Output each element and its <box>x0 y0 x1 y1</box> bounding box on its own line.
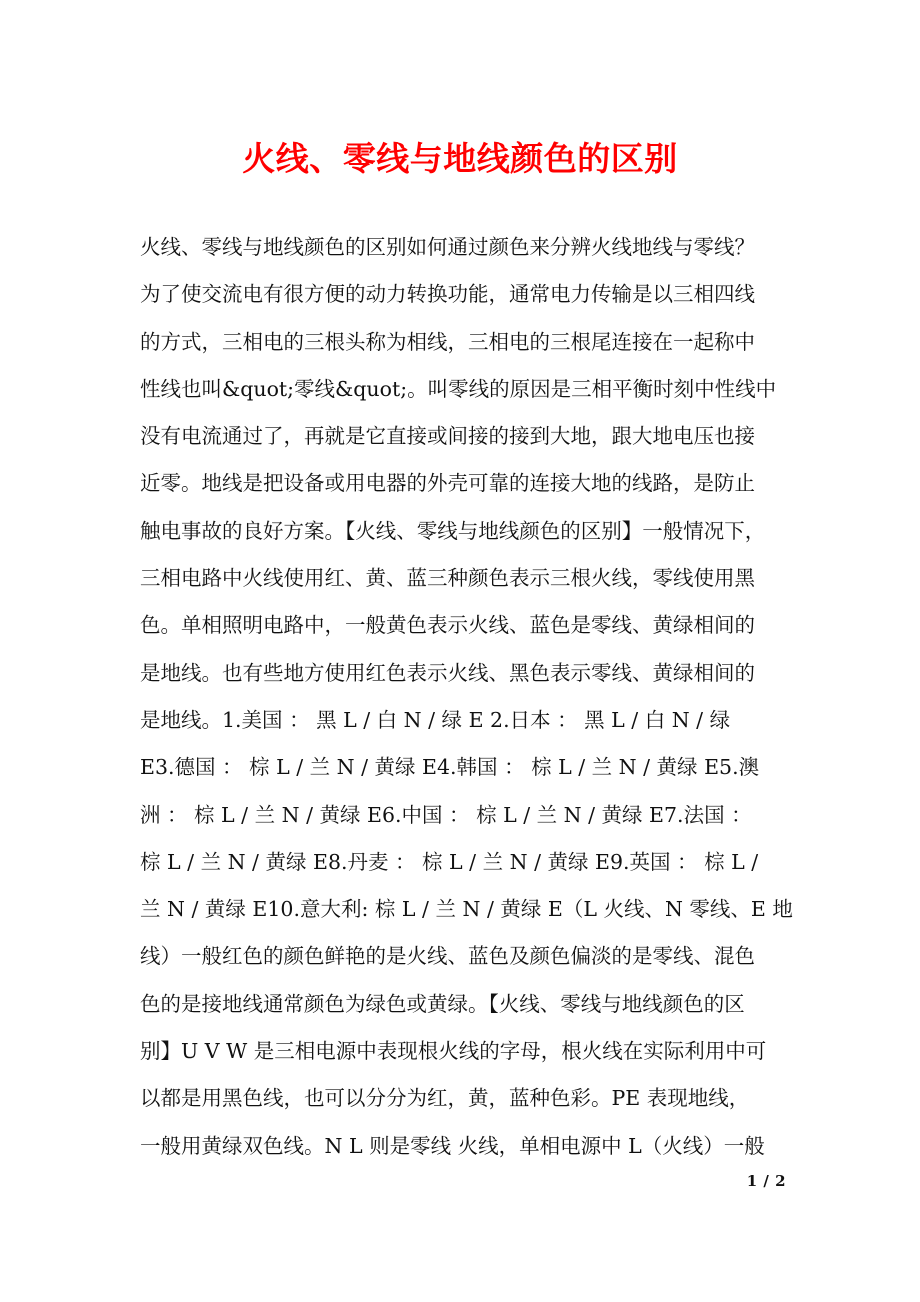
body-line-text: 色的是接地线通常颜色为绿色或黄绿。【火线、零线与地线颜色的区 <box>140 991 745 1016</box>
body-line <box>140 697 786 744</box>
body-line-text: 的方式，三相电的三根头称为相线，三相电的三根尾连接在一起称中 <box>140 329 755 354</box>
body-line <box>140 650 786 697</box>
body-line <box>140 413 786 460</box>
body-line-text: 棕 L / 兰 N / 黄绿 E8.丹麦 ： 棕 L / 兰 N / 黄绿 E9.英国 ： 棕 L / <box>140 849 759 874</box>
body-line <box>140 1123 786 1170</box>
body-line-text: 没有电流通过了，再就是它直接或间接的接到大地，跟大地电压也接 <box>140 424 755 449</box>
body-line-text: 洲 ： 棕 L / 兰 N / 黄绿 E6.中国 ： 棕 L / 兰 N / 黄绿 E7.法国 ： <box>140 802 752 827</box>
body-line-text: 是地线。也有些地方使用红色表示火线、黑色表示零线、黄绿相间的 <box>140 660 755 685</box>
body-line <box>140 792 786 839</box>
body-line-text: 触电事故的良好方案。【火线、零线与地线颜色的区别】一般情况下， <box>140 518 766 543</box>
body-line <box>140 555 786 602</box>
body-line-text: 三相电路中火线使用红、黄、蓝三种颜色表示三根火线，零线使用黑 <box>140 566 755 591</box>
body-line-text: 色。单相照明电路中，一般黄色表示火线、蓝色是零线、黄绿相间的 <box>140 613 755 638</box>
body-line <box>140 319 786 366</box>
body-line-text: 近零。地线是把设备或用电器的外壳可靠的连接大地的线路，是防止 <box>140 471 755 496</box>
body-line <box>140 366 786 413</box>
body-line <box>140 1075 786 1122</box>
body-line <box>140 886 793 933</box>
body-line-text: 兰 N / 黄绿 E10.意大利: 棕 L / 兰 N / 黄绿 E（L 火线、N 零线、E 地 <box>140 897 793 922</box>
body-line <box>140 508 786 555</box>
body-line-text: 一般用黄绿双色线。N L 则是零线 火线，单相电源中 L（火线）一般 <box>140 1133 765 1158</box>
body-line <box>140 460 786 507</box>
body-line <box>140 602 786 649</box>
body-line <box>140 271 786 318</box>
page-number: 1 / 2 <box>746 1172 786 1190</box>
body-line <box>140 981 786 1028</box>
body-line-text: 线）一般红色的颜色鲜艳的是火线、蓝色及颜色偏淡的是零线、混色 <box>140 944 755 969</box>
body-line-text: 火线、零线与地线颜色的区别如何通过颜色来分辨火线地线与零线？ <box>140 235 755 259</box>
body-line-text: 性线也叫&quot;零线&quot;。叫零线的原因是三相平衡时刻中性线中 <box>140 376 777 401</box>
document-body <box>140 224 793 1170</box>
body-line-text: E3.德国 ： 棕 L / 兰 N / 黄绿 E4.韩国 ： 棕 L / 兰 N / 黄绿 E5.澳 <box>140 755 760 780</box>
body-line <box>140 839 786 886</box>
page-title: 火线、零线与地线颜色的区别 <box>242 139 678 178</box>
body-line <box>140 1028 786 1075</box>
body-line-text: 是地线。1.美国 ： 黑 L / 白 N / 绿 E 2.日本 ： 黑 L / 白 N / 绿 <box>140 707 731 732</box>
body-line <box>140 744 786 791</box>
body-line-text: 以都是用黑色线，也可以分分为红，黄，蓝种色彩。PE 表现地线， <box>140 1086 750 1111</box>
body-line <box>140 933 786 980</box>
body-line-text: 别】U V W 是三相电源中表现根火线的字母，根火线在实际利用中可 <box>140 1039 767 1064</box>
body-line <box>140 224 786 271</box>
body-line-text: 为了使交流电有很方便的动力转换功能，通常电力传输是以三相四线 <box>140 282 755 307</box>
